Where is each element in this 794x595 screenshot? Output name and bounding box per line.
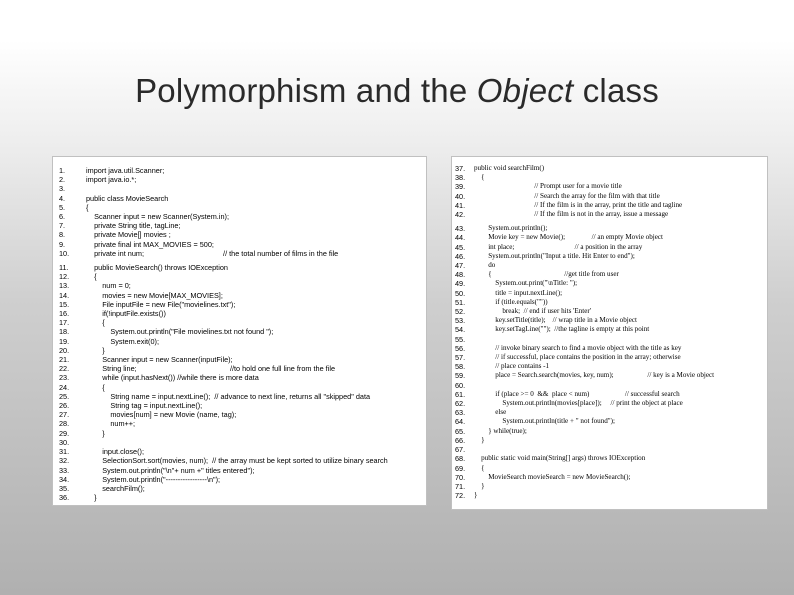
code-block-search-header: public void searchFilm() { // Prompt user for a movie title // Search the array for the film with that title // If the film is in the array, print the title and tagline // If the film is not in the array, issue a message bbox=[474, 164, 683, 219]
code-listing-right bbox=[474, 164, 714, 500]
code-panel-right bbox=[451, 156, 768, 510]
line-numbers-block: 37. 38. 39. 40. 41. 42. bbox=[455, 164, 466, 220]
line-numbers-right bbox=[455, 164, 465, 500]
title-text-emphasis: Object bbox=[476, 72, 574, 109]
code-block-search-body: System.out.println(); Movie key = new Movie(); // an empty Movie object int place; // a position in the array System.out.println("Input a title. Hit Enter to end"); do { //get title from user System.out.print("\nTitle: "); title = input.nextLine(); if (title.equals("")) break; // end if user hits 'Enter' key.setTitle(title); // wrap title in a Movie object key.setTagLine(""); //the tagline is empty at this point // invoke binary search to find a movie object with the title as key // if successful, place contains the position in the array; otherwise // place contains -1 place = Search.search(movies, key, num); // key is a Movie object if (place >= 0 && place < num) // successful search System.out.println(movies[place]); // print the object at place else System.out.println(title + " not found"); } while(true); } public static void main(String[] args) throws IOException { MovieSearch movieSearch = new MovieSearch(); } } bbox=[474, 224, 715, 500]
code-block-fields: import java.util.Scanner; import java.io.*; public class MovieSearch { Scanner input = new Scanner(System.in); private String title, tagLine; private Movie[] movies ; private final int MAX_MOVIES = 500; private int num; // the total number of films in the file bbox=[86, 166, 339, 258]
title-text-end: class bbox=[573, 72, 659, 109]
line-numbers-block: 11. 12. 13. 14. 15. 16. 17. 18. 19. 20. 21. 22. 23. 24. 25. 26. 27. 28. 29. 30. 31. 32. 33. 34. 35. 36. bbox=[59, 263, 70, 503]
line-numbers-block: 43. 44. 45. 46. 47. 48. 49. 50. 51. 52. 53. 54. 55. 56. 57. 58. 59. 60. 61. 62. 63. 64. 65. 66. 67. 68. 69. 70. 71. 72. bbox=[455, 224, 466, 501]
slide-title bbox=[0, 72, 794, 110]
code-panel-left bbox=[52, 156, 427, 506]
line-numbers-left bbox=[59, 166, 69, 502]
line-numbers-block: 1. 2. 3. 4. 5. 6. 7. 8. 9. 10. bbox=[59, 166, 70, 258]
title-text-start: Polymorphism and the bbox=[135, 72, 477, 109]
code-block-constructor: public MovieSearch() throws IOException { num = 0; movies = new Movie[MAX_MOVIES]; File inputFile = new File("movielines.txt"); if(!inputFile.exists()) { System.out.println("File movielines.txt not found "); System.exit(0); } Scanner input = new Scanner(inputFile); String line; //to hold one full line from the file while (input.hasNext()) //while there is more data { String name = input.nextLine(); // advance to next line, returns all "skipped" data String tag = input.nextLine(); movies[num] = new Movie (name, tag); num++; } input.close(); SelectionSort.sort(movies, num); // the array must be kept sorted to utilize binary search System.out.println("\n"+ num +" titles entered"); System.out.println("-----------------\n"); searchFilm(); } bbox=[94, 263, 388, 503]
code-listing-left bbox=[86, 166, 388, 502]
